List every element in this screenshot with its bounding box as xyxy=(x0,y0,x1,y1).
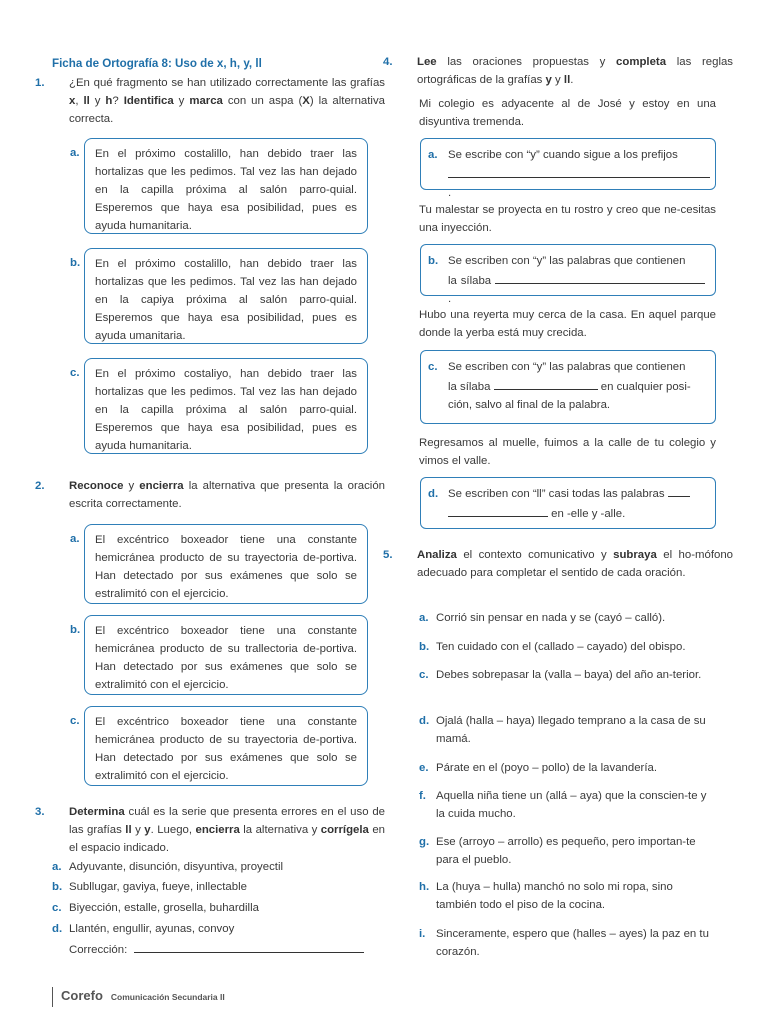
question-number: 2. xyxy=(35,480,45,492)
q4-rule-a: a. Se escribe con “y” cuando sigue a los prefijos . xyxy=(420,138,716,190)
item-letter: b. xyxy=(52,881,63,893)
item-letter: b. xyxy=(419,641,430,653)
rule-text: la sílaba xyxy=(448,381,491,393)
rule-text: Se escriben con “y” las palabras que contienen xyxy=(448,361,686,373)
option-letter: c. xyxy=(70,715,80,727)
rule-d-blank-1[interactable] xyxy=(668,485,690,497)
item-text: Ese (arroyo – arrollo) es pequeño, pero importan-te para el pueblo. xyxy=(436,836,696,866)
question-2 xyxy=(35,477,386,513)
question-4 xyxy=(383,53,734,89)
option-letter: a. xyxy=(70,147,80,159)
q5-item-e[interactable] xyxy=(419,759,716,777)
q1-option-a[interactable] xyxy=(70,138,368,234)
q4-sentence-4: Regresamos al muelle, fuimos a la calle de tu colegio y vimos el valle. xyxy=(419,437,716,467)
q3-item-d[interactable] xyxy=(52,920,234,938)
rule-d-blank-2[interactable] xyxy=(448,505,548,517)
option-box: El excéntrico boxeador tiene una constante hemicránea producto de su trallectoria de-portiva. Han detectado por sus exámenes que solo se extralimitó con el ejercicio. xyxy=(84,615,368,695)
item-text: Llantén, engullir, ayunas, convoy xyxy=(69,923,235,935)
item-text: Adyuvante, disunción, disyuntiva, proyectil xyxy=(69,861,284,873)
q3-correction xyxy=(69,941,368,959)
q3-item-c[interactable] xyxy=(52,899,259,917)
rule-text: Se escribe con “y” cuando sigue a los prefijos xyxy=(448,149,678,161)
item-text: Aquella niña tiene un (allá – aya) que la conscien-te y la cuida mucho. xyxy=(436,790,707,820)
question-3 xyxy=(35,803,385,857)
q4-rule-c xyxy=(420,350,716,424)
item-text: La (huya – hulla) manchó no solo mi ropa, sino también todo el piso de la cocina. xyxy=(436,881,673,911)
q2-option-b[interactable] xyxy=(70,615,368,695)
question-5-text: Analiza el contexto comunicativo y subraya el ho-mófono adecuado para completar el sentido de cada oración. xyxy=(417,549,734,579)
option-box: En el próximo costalillo, han debido traer las hortalizas que les pedimos. Tal vez las han dejado en la capilla próxima al salón parro-quial. Esperemos que haya esa posibilidad, pues es ayuda humanitaria. xyxy=(84,138,368,234)
item-letter: i. xyxy=(419,928,426,940)
question-number: 4. xyxy=(383,56,393,68)
item-letter: g. xyxy=(419,836,430,848)
rule-text: la sílaba xyxy=(448,275,492,287)
q2-option-a[interactable] xyxy=(70,524,368,604)
q5-item-d[interactable] xyxy=(419,712,716,748)
option-box: En el próximo costaliyo, han debido traer las hortalizas que les pedimos. Tal vez las han dejado en la capilla próxima al salón parro-quial. Esperemos que haya esa posibilidad, pues es ayuda humanitaria. xyxy=(84,358,368,454)
item-text: Biyección, estalle, grosella, buhardilla xyxy=(69,902,259,914)
option-letter: c. xyxy=(70,367,80,379)
rule-letter: b. xyxy=(428,255,439,267)
q5-item-b[interactable] xyxy=(419,638,716,656)
item-text: Sinceramente, espero que (halles – ayes) la paz en tu corazón. xyxy=(436,928,709,958)
option-letter: b. xyxy=(70,257,81,269)
option-letter: b. xyxy=(70,624,81,636)
question-2-text: Reconoce y encierra la alternativa que presenta la oración escrita correctamente. xyxy=(69,480,386,510)
option-box: El excéntrico boxeador tiene una constante hemicránea producto de su trayectoria de-portiva. Han detectado por sus exámenes que solo se estralimitó con el ejercicio. xyxy=(84,524,368,604)
rule-letter: d. xyxy=(428,488,439,500)
item-text: Ten cuidado con el (callado – cayado) del obispo. xyxy=(436,641,686,653)
item-letter: a. xyxy=(419,612,429,624)
q5-item-i[interactable] xyxy=(419,925,716,961)
item-letter: f. xyxy=(419,790,426,802)
question-3-text: Determina cuál es la serie que presenta errores en el uso de las grafías ll y y. Luego, encierra la alternativa y corrígela en el espacio indicado. xyxy=(69,806,385,854)
q5-item-g[interactable] xyxy=(419,833,716,869)
brand-logo: Corefo xyxy=(61,988,103,1003)
q4-sentence-2: Tu malestar se proyecta en tu rostro y creo que ne-cesitas una inyección. xyxy=(419,204,716,234)
item-text: Debes sobrepasar la (valla – baya) del año an-terior. xyxy=(436,669,702,681)
q1-option-b[interactable] xyxy=(70,248,368,344)
option-letter: a. xyxy=(70,533,80,545)
question-4-text: Lee las oraciones propuestas y completa las reglas ortográficas de la grafías y y ll. xyxy=(417,56,734,86)
correction-blank[interactable] xyxy=(134,941,364,953)
q3-item-a[interactable] xyxy=(52,858,283,876)
item-letter: h. xyxy=(419,881,430,893)
q5-item-c[interactable] xyxy=(419,666,716,684)
rule-text: Se escriben con “y” las palabras que contienen xyxy=(448,255,686,267)
option-box: El excéntrico boxeador tiene una constante hemicránea producto de su trayectoria de-portiva. Han detectado por sus exámenes que solo se extralimitó con el ejercicio. xyxy=(84,706,368,786)
rule-letter: a. xyxy=(428,149,438,161)
option-box: En el próximo costalillo, han debido traer las hortalizas que les pedimos. Tal vez las han dejado en la capiya próxima al salón parro-quial. Esperemos que haya esa posibilidad, pues es ayuda umanitaria. xyxy=(84,248,368,344)
question-number: 1. xyxy=(35,77,45,89)
q4-sentence-1: Mi colegio es adyacente al de José y estoy en una disyuntiva tremenda. xyxy=(419,98,716,128)
rule-letter: c. xyxy=(428,361,438,373)
q4-sentence-3: Hubo una reyerta muy cerca de la casa. En aquel parque donde la yerba está muy crecida. xyxy=(419,309,716,339)
worksheet-title: Ficha de Ortografía 8: Uso de x, h, y, ll xyxy=(52,57,262,70)
q5-item-a[interactable] xyxy=(419,609,716,627)
item-text: Corrió sin pensar en nada y se (cayó – calló). xyxy=(436,612,666,624)
rule-text: en -elle y -alle. xyxy=(551,508,626,520)
question-number: 5. xyxy=(383,549,393,561)
q5-item-h[interactable] xyxy=(419,878,716,914)
item-text: Ojalá (halla – haya) llegado temprano a la casa de su mamá. xyxy=(436,715,706,745)
question-5 xyxy=(383,546,734,582)
item-letter: d. xyxy=(52,923,63,935)
correction-label: Corrección: xyxy=(69,944,128,956)
question-1-text: ¿En qué fragmento se han utilizado correctamente las grafías x, ll y h? Identifica y marca con un aspa (X) la alternativa correcta. xyxy=(69,77,385,125)
rule-text: en cualquier posi- xyxy=(600,381,691,393)
question-number: 3. xyxy=(35,806,45,818)
item-letter: e. xyxy=(419,762,429,774)
item-text: Subllugar, gaviya, fueye, inllectable xyxy=(69,881,247,893)
q2-option-c[interactable] xyxy=(70,706,368,786)
rule-a-blank[interactable] xyxy=(448,166,710,178)
item-letter: c. xyxy=(419,669,429,681)
item-letter: d. xyxy=(419,715,430,727)
q5-item-f[interactable] xyxy=(419,787,716,823)
q4-rule-d xyxy=(420,477,716,529)
question-1 xyxy=(35,74,385,128)
page-footer xyxy=(52,987,225,1007)
rule-text: Se escriben con “ll” casi todas las palabras xyxy=(448,488,665,500)
rule-text: ción, salvo al final de la palabra. xyxy=(448,399,611,411)
item-letter: a. xyxy=(52,861,62,873)
rule-b-blank[interactable] xyxy=(495,272,705,284)
q4-rule-b: b. Se escriben con “y” las palabras que contienen la sílaba . xyxy=(420,244,716,296)
q1-option-c[interactable] xyxy=(70,358,368,454)
footer-subtitle: Comunicación Secundaria II xyxy=(110,992,225,1002)
item-text: Párate en el (poyo – pollo) de la lavandería. xyxy=(436,762,657,774)
rule-c-blank[interactable] xyxy=(494,378,598,390)
item-letter: c. xyxy=(52,902,62,914)
q3-item-b[interactable] xyxy=(52,878,247,896)
